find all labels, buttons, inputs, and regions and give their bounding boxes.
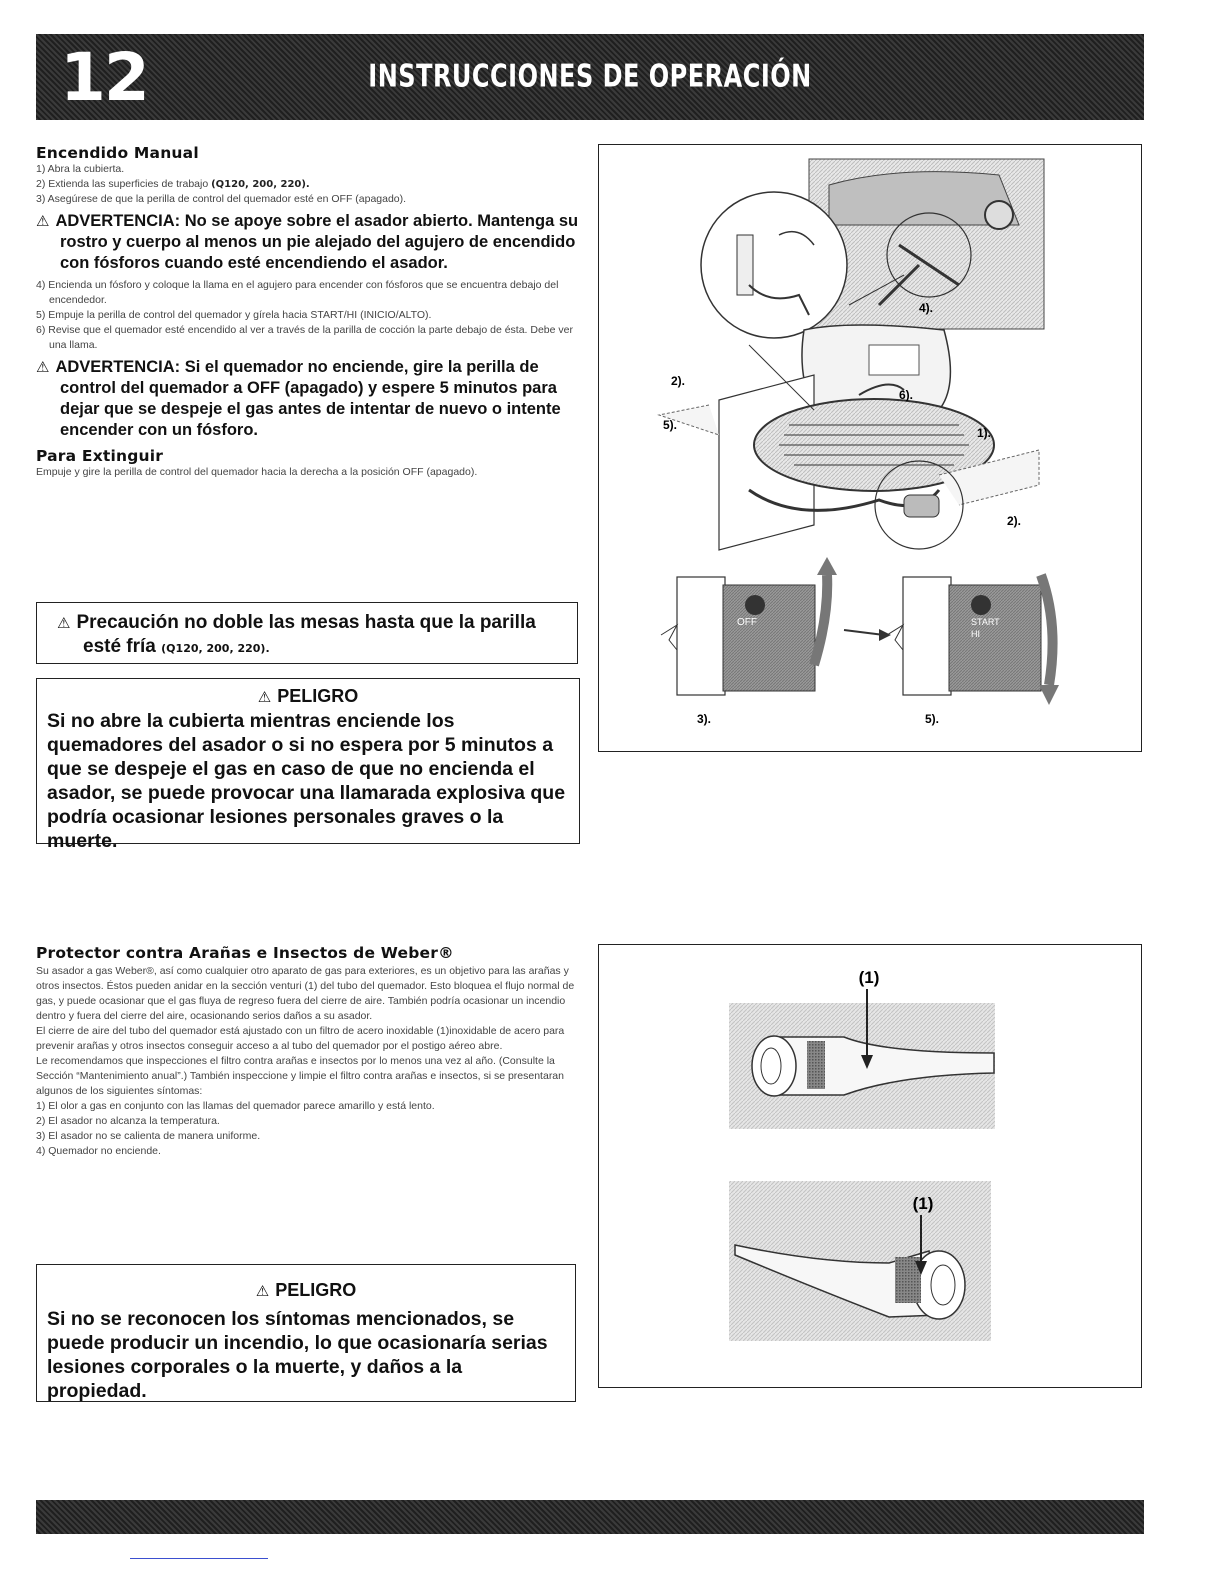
knob-off-label: OFF [737,617,757,628]
screen-label-bottom: (1) [912,1194,934,1213]
encendido-step-3: 3) Asegúrese de que la perilla de control del quemador esté en OFF (apagado). [36,193,407,205]
warning-1-text: No se apoye sobre el asador abierto. Mantenga su rostro y cuerpo al menos un pie alejado del agujero de encendido con fósforos cuando esté encendiendo el asador. [60,212,579,272]
protector-title: Protector contra Arañas e Insectos de Weber® [36,944,454,962]
screen-label-top: (1) [858,968,880,987]
page-title: INSTRUCCIONES DE OPERACIÓN [368,58,812,95]
caution-models: (Q120, 200, 220). [161,642,270,655]
encendido-section [36,144,584,480]
extinguir-title: Para Extinguir [36,447,164,465]
callout-5: 5). [663,418,678,432]
danger-box-1 [36,678,580,852]
page-number: 12 [60,39,148,116]
warning-icon: ⚠ [57,615,71,632]
caution-message: Precaución no doble las mesas hasta que la parilla esté fría [76,612,536,657]
encendido-step-2 [36,177,584,192]
callout-2-top: 2). [671,374,686,388]
footer-line [130,1558,268,1559]
protector-section [36,944,584,1159]
encendido-step-2-models: (Q120, 200, 220). [211,179,310,190]
callout-6: 6). [899,388,914,402]
symptom-3: 3) El asador no se calienta de manera uniforme. [36,1130,261,1142]
encendido-step-2-text: 2) Extienda las superficies de trabajo [36,178,209,190]
warning-1-label: ADVERTENCIA: [55,212,181,230]
caution-text [49,611,565,660]
extinguir-text: Empuje y gire la perilla de control del quemador hacia la derecha a la posición OFF (apagado). [36,466,478,478]
danger-box-2 [36,1264,576,1402]
callout-1: 1). [977,426,992,440]
encendido-step-5: 5) Empuje la perilla de control del quemador y gírela hacia START/HI (INICIO/ALTO). [36,309,432,321]
danger-2-title-text: PELIGRO [275,1280,357,1300]
knob-hi-label: HI [971,629,980,639]
footer-bar [36,1500,1144,1534]
warning-icon: ⚠ [36,359,50,376]
warning-2 [36,357,584,441]
warning-icon: ⚠ [257,689,272,706]
knob-start-label: START [971,617,1000,627]
encendido-step-6: 6) Revise que el quemador esté encendido al ver a través de la parilla de cocción la parte debajo de ésta. Debe ver una llama. [36,324,573,351]
symptom-1: 1) El olor a gas en conjunto con las llamas del quemador parece amarillo y está lento. [36,1100,435,1112]
callout-4: 4). [919,301,934,315]
symptom-2: 2) El asador no alcanza la temperatura. [36,1115,220,1127]
encendido-step-4: 4) Encienda un fósforo y coloque la llama en el agujero para encender con fósforos que se encuentra debajo del encendedor. [36,279,559,306]
danger-1-title-text: PELIGRO [277,686,359,706]
warning-2-label: ADVERTENCIA: [55,358,181,376]
knob-step-3: 3). [697,712,712,726]
symptom-4: 4) Quemador no enciende. [36,1145,161,1157]
venturi-illustration [599,945,1140,1386]
callout-2-bottom: 2). [1007,514,1022,528]
warning-1 [36,211,584,274]
warning-icon: ⚠ [255,1283,270,1300]
protector-para-2: El cierre de aire del tubo del quemador está ajustado con un filtro de acero inoxidable (1)inoxidable de acero para prevenir arañas y otros insectos conseguir acceso a al tubo del quemador por el postigo aéreo abre. [36,1025,565,1052]
protector-para-1: Su asador a gas Weber®, así como cualquier otro aparato de gas para exteriores, es un objetivo para las arañas y otros insectos. Éstos pueden anidar en la sección venturi (1) del tubo del quemador. Esto bloquea el flujo normal de gas, y puede ocasionar que el gas fluya de regreso fuera del cierre de aire. También podría ocasionar un incendio dentro y fuera del cierre del aire, ocasionando serios daños a su asador. [36,965,575,1022]
knob-step-5: 5). [925,712,940,726]
danger-1-title [47,685,569,709]
danger-1-text: Si no abre la cubierta mientras enciende los quemadores del asador o si no espera por 5 minutos a que se despeje el gas en caso de que no encienda el asador, se puede provocar una llamarada explosiva que podría ocasionar lesiones personales graves o la muerte. [47,710,566,852]
danger-2-text: Si no se reconocen los síntomas mencionados, se puede producir un incendio, lo que ocasionaría serias lesiones corporales o la muerte, y daños a la propiedad. [47,1308,548,1402]
spider-screen-figure [598,944,1142,1388]
ignition-illustration [599,145,1140,750]
magnifier-circle [701,192,847,338]
caution-box [36,602,578,664]
knob-start [949,585,1041,691]
danger-2-title [47,1279,565,1303]
protector-para-3: Le recomendamos que inspecciones el filtro contra arañas e insectos por lo menos una vez al año. (Consulte la Sección “Mantenimiento anual”.) También inspeccione y limpie el filtro contra arañas e insectos, si se presentaran algunos de los siguientes síntomas: [36,1055,564,1097]
spider-screen-top [807,1041,825,1089]
warning-icon: ⚠ [36,213,50,230]
ignition-figure [598,144,1142,752]
knob-off [723,585,815,691]
encendido-step-1: 1) Abra la cubierta. [36,163,125,175]
encendido-title: Encendido Manual [36,144,199,162]
warning-2-text: Si el quemador no enciende, gire la perilla de control del quemador a OFF (apagado) y espere 5 minutos para dejar que se despeje el gas antes de intentar de nuevo o intente encender con un fósforo. [60,358,561,439]
